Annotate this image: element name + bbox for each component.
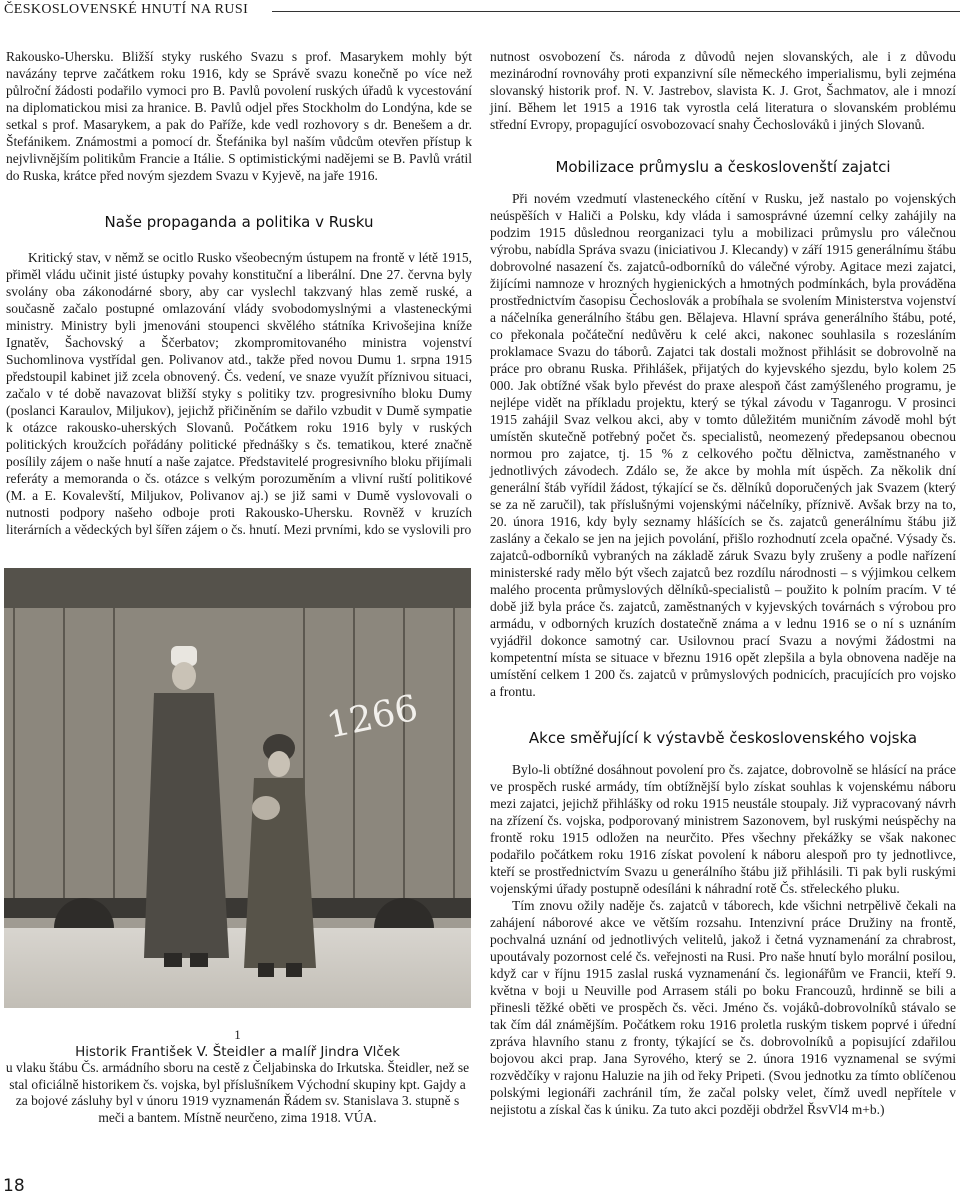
- figure-caption: [4, 1027, 471, 1126]
- figure-number: 1: [234, 1027, 241, 1042]
- right-intro-paragraph: nutnost osvobození čs. národa z důvodů nejen slovanských, ale i z důvodu mezinárodní rovnováhy proti expanzivní síle německého imperialismu, byli zejména slovanský historik prof. N. V. Jastrebov, slavista K. J. Grot, Šachmatov, ale i mnozí jiní. Během let 1915 a 1916 tak vyrostla celá literatura o slovanském problému střední Evropy, propagující osvobozovací snahy Čechoslováků i jiných Slovanů.: [490, 49, 956, 132]
- army-building-paragraph-2: Tím znovu ožily naděje čs. zajatců v táborech, kde všichni netrpělivě čekali na zahájení náborové akce ve větším rozsahu. Intenzivní práce Družiny na frontě, pochvalná uznání od jednotlivých velitelů, jakož i četná vyznamenání za chrabrost, upoutávaly pozornost celé čs. veřejnosti na Rusi. Pro naše hnutí bylo morální posilou, když car v říjnu 1915 zaslal ruská vyznamenání čs. legionářům ve Francii, kteří 9. května v boji u Neuville pod Arrasem stáli po boku Francouzů, hrdinně se bili a přinesli těžké oběti ve prospěch čs. věci. Jméno čs. vojáků-dobrovolníků stávalo se tak čím dál známějším. Počátkem roku 1916 proletla ruským tiskem poprvé i úřední zpráva hlavního stanu z fronty, týkající se čs. dobrovolníků a popisující zdařilou bojovou akci prap. Jana Syrového, který se 2. února 1916 vyznamenal se svými rozvědčíky v rajonu Haluzie na jih od řeky Pripeti. (Svou jednotku za tímto oblíčenou polskými legionáři zachránil tím, že začal polsky velet, čímž uvedl nepřítele v nejistotu a získal čas k úniku. Za tuto akci později obdržel ŘsvVl4 m+b.): [490, 898, 956, 1117]
- section-heading-propaganda: Naše propaganda a politika v Rusku: [104, 213, 374, 231]
- figure-title: Historik František V. Šteidler a malíř Jindra Vlček: [75, 1043, 400, 1060]
- right-column: [490, 48, 956, 1118]
- page-number: 18: [3, 1176, 25, 1196]
- historical-photograph: [4, 568, 471, 1008]
- army-building-paragraph-1: Bylo-li obtížné dosáhnout povolení pro čs. zajatce, dobrovolně se hlásící na práce ve prospěch ruské armády, tím obtížnější bylo získat souhlas k vojenskému náboru mezi zajatci, jejichž přihlášky od roku 1915 neustále stoupaly. Již vypracovaný návrh na zřízení čs. vojska, podporovaný ministrem Sazonovem, byl ruskými neúspěchy na frontě roku 1915 odložen na neurčito. Přes všechny překážky se však nakonec podařilo počátkem roku 1916 získat povolení k náboru alespoň pro ty jednotlivce, kteří se prostřednictvím Svazu u generálního štábu již přihlásili. Ti pak byli ruskými vojenskými úřady postupně odesíláni k náhradní rotě Čs. střeleckého pluku.: [490, 762, 956, 896]
- photo-illustration: [4, 568, 471, 1008]
- railcar-number: 1266: [323, 687, 422, 747]
- header-rule: [272, 11, 960, 12]
- running-header-title: ČESKOSLOVENSKÉ HNUTÍ NA RUSI: [4, 2, 249, 17]
- section-heading-mobilization: Mobilizace průmyslu a českoslovenští zajatci: [555, 158, 891, 176]
- running-header: [0, 0, 960, 22]
- propaganda-paragraph: Kritický stav, v němž se ocitlo Rusko všeobecným ústupem na frontě v létě 1915, přiměl vládu učinit jisté ústupky povahy konstituční a liberální. Dne 27. června byly svolány oba zákonodárné sbory, aby car vyslechl takzvaný hlas země ruské, a současně začalo postupné omlazování vlády svobodomyslnými a vlasteneckými ministry. Ministry byli jmenováni stoupenci skvělého státníka Krivošejina kníže Ignatěv, Šachovský a Ščerbatov; zkompromitovaného ministra vojenství Suchomlinova vystřídal gen. Polivanov atd., takže před novou Dumu 1. srpna 1915 předstoupil kabinet již zcela obnovený. Čs. vedení, ve snaze využít příznivou situaci, začalo v té době navazovat bližší styky s politiky tzv. progresivního bloku Dumy (poslanci Karaulov, Miljukov), jejichž přičiněním se dařilo vzbudit v Dumě sympatie k otázce rakousko-uherských Slovanů. Počátkem roku 1916 byly v ruských politických kroužcích pořádány politické přednášky s čs. tematikou, které značně posílily zájem o naše hnutí a naše zajatce. Představitelé progresivního bloku přijímali referáty a memoranda o čs. otázce s velkým porozuměním a vlivní ruští politikové (M. a E. Kovalevští, Miljukov, Polivanov aj.) se již sami v Dumě vyslovovali o nutnosti podpory našeho odboje proti Rakousko-Uhersku. Rovněž v kruzích literárních a vědeckých byl šířen zájem o čs. hnutí. Mezi prvními, kdo se vyslovili pro: [6, 250, 472, 537]
- figure-caption-text: u vlaku štábu Čs. armádního sboru na cestě z Čeljabinska do Irkutska. Šteidler, než se stal oficiálně historikem čs. vojska, byl příslušníkem Východní skupiny kpt. Gajdy a za bojové zásluhy byl v únoru 1919 vyznamenán Řádem sv. Stanislava 3. stupně s meči a bantem. Místně neurčeno, zima 1918. VÚA.: [5, 1060, 470, 1125]
- left-intro-paragraph: Rakousko-Uhersku. Bližší styky ruského Svazu s prof. Masarykem mohly být navázány teprve začátkem roku 1916, kdy se Správě svazu konečně po více než půlroční žádosti podařilo vymoci pro B. Pavlů povolení ruských úřadů k vycestování na diplomatickou misi za hranice. B. Pavlů odjel přes Stockholm do Londýna, kde se setkal s prof. Masarykem, a pak do Paříže, kde vedl rozhovory s dr. Benešem a dr. Štefánikem. Známostmi a pomocí dr. Štefánika byl naším vůdcům otevřen přístup k nejvlivnějším politikům Francie a Itálie. S optimistickými nadějemi se B. Pavlů vrátil do Ruska, krátce před novým sjezdem Svazu v Kyjevě, na jaře 1916.: [6, 49, 472, 183]
- left-column: [6, 48, 472, 538]
- mobilization-paragraph: Při novém vzedmutí vlasteneckého cítění v Rusku, jež nastalo po vojenských neúspěších v Haliči a Polsku, kdy vláda i samosprávné územní celky zahájily na podzim 1915 důslednou reorganizaci tylu a mobilizaci průmyslu pro válečnou výrobu, nabídla Správa svazu (iniciativou J. Klecandy) v září 1915 generálnímu štábu dobrovolné nasazení čs. zajatců-odborníků do válečné výroby. Agitace mezi zajatci, žijícími namnoze v hrozných hygienických a hmotných podmínkách, byla prováděna prostřednictvím časopisu Čechoslovák a probíhala se svolením Ministerstva vojenství a náčelníka generálního štábu gen. Bělajeva. Hlavní správa generálního štábu, poté, co překonala počáteční nedůvěru k celé akci, nakonec souhlasila s rozesláním proklamace Svazu do táborů. Zajatci tak dostali možnost přihlásit se dobrovolně na práce pro obranu Ruska. Přihlášek, přijatých do kyjevského sjezdu, bylo kolem 25 000. Jak obtížné však bylo převést do praxe alespoň část zamýšleného programu, je nejlépe vidět na příkladu projektu, který se týkal závodu v Taganrogu. V prosinci 1915 zahájil Svaz velkou akci, aby v tomto důležitém muničním závodě mohl být umístěn skutečně potřebný počet čs. specialistů, neomezený předepsanou obecnou normou pro zajatce, tj. 15 % z celkového počtu dělnictva, zaměstnaného v jednotlivých závodech. Zdálo se, že akce by mohla mít úspěch. Za několik dní generální štáb vyřídil žádost, týkající se čs. dělníků doporučených jak Svazem (který se za ně zaručil), tak příslušnými vojenskými náčelníky, příznivě. Avšak brzy na to, 20. února 1916, kdy byly seznamy hlášících se čs. zajatců generálnímu štábu již zaslány a čekalo se jen na jejich povolání, přišlo rozhodnutí zcela opačné. Výsady čs. zajatců-odborníků vybraných na základě záruk Svazu byly zrušeny a podle nařízení ministerské rady mělo být všech zajatců bez rozdílu národnosti – s výjimkou celkem malého procenta průmyslových dělníků-specialistů – použito k polním pracím. V té době již byla práce čs. zajatců, zaměstnaných v kyjevských továrnách s výrobou pro armádu, v odborných kruzích dostatečně známa a v lednu 1916 se o ní s uznáním vyjádřil dokonce samotný car. Usilovnou prací Svazu a novými žádostmi na kompetentní místa se situace v březnu 1916 opět zlepšila a byla obnovena naděje na umístění celkem 1 200 čs. zajatců v průmyslových podnicích, pracujících pro vojsko a frontu.: [490, 191, 956, 699]
- section-heading-army-building: Akce směřující k výstavbě československého vojska: [528, 729, 918, 747]
